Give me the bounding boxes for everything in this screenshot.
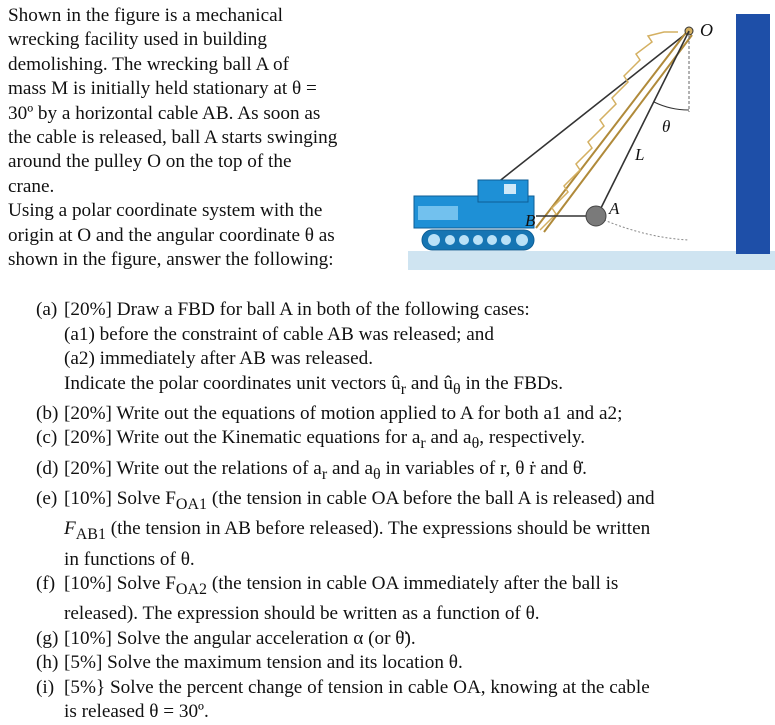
label-o: O (700, 20, 713, 40)
question-i-cont: is released θ = 30º. (64, 701, 209, 723)
question-f: (f) [10%] Solve $F_{OA2}$ (the tension in cable OA immediately after the ball is (36, 573, 619, 598)
intro-line: 30º by a horizontal cable AB. As soon as (8, 102, 321, 124)
label-b: B (525, 211, 536, 230)
intro-line: wrecking facility used in building (8, 29, 267, 51)
question-label: (d) (36, 457, 59, 479)
question-label: (g) (36, 627, 59, 649)
crane-figure (408, 2, 775, 270)
angle-arc (654, 102, 689, 110)
question-label: (a) (36, 299, 58, 320)
question-label: (b) (36, 402, 59, 424)
support-cable (478, 32, 688, 198)
question-b (36, 402, 771, 427)
question-a2: (a2) immediately after AB was released. (64, 348, 374, 369)
question-a-note: Indicate the polar coordinates unit vectors $û_r$ and $û_\theta$ in the FBDs. (64, 372, 563, 398)
question-list (36, 298, 771, 725)
question-label: (i) (36, 676, 55, 698)
swing-path (604, 220, 689, 240)
question-e-cont: $F_{AB1}$ (the tension in AB before released). The expressions should be written (64, 518, 651, 544)
intro-line: the cable is released, ball A starts swinging (8, 127, 338, 149)
wall (736, 14, 770, 254)
question-text: [10%] Solve the angular acceleration α (or θ̈). (64, 627, 416, 649)
intro-line: crane. (8, 175, 55, 197)
intro-line: Shown in the figure is a mechanical (8, 5, 283, 26)
question-h (36, 651, 771, 676)
cable-oa (598, 31, 689, 214)
intro-line: around the pulley O on the top of the (8, 151, 292, 173)
label-l: L (635, 145, 645, 164)
question-label: (e) (36, 487, 58, 509)
label-theta: θ (662, 117, 671, 136)
question-label: (h) (36, 652, 59, 674)
intro-line: Using a polar coordinate system with the (8, 200, 323, 222)
question-label: (c) (36, 427, 58, 449)
label-a: A (609, 199, 620, 218)
question-c: (c) [20%] Write out the Kinematic equations for $a_r$ and $a_\theta$, respectively. (36, 427, 586, 453)
question-a1: (a1) before the constraint of cable AB was released; and (64, 323, 494, 345)
question-text: [5%} Solve the percent change of tension in cable OA, knowing at the cable (64, 676, 650, 698)
wrecking-ball (586, 206, 606, 226)
question-text: [5%] Solve the maximum tension and its location θ. (64, 652, 463, 674)
crane-diagram (408, 2, 775, 270)
question-e-cont2: in functions of θ. (64, 548, 195, 570)
crane-body (414, 180, 534, 250)
intro-line: shown in the figure, answer the following: (8, 249, 334, 271)
question-e: (e) [10%] Solve $F_{OA1}$ (the tension in cable OA before the ball A is released) and (36, 487, 655, 513)
question-a (36, 298, 771, 323)
question-text: [20%] Draw a FBD for ball A in both of the following cases: (64, 299, 530, 320)
ground (408, 251, 775, 270)
problem-intro (8, 4, 408, 272)
question-g (36, 627, 771, 652)
intro-line: demolishing. The wrecking ball A of (8, 53, 290, 75)
question-d: (d) [20%] Write out the relations of $a_r$ and $a_\theta$ in variables of r, θ ṙ and θ̇. (36, 457, 587, 483)
question-text: [20%] Write out the equations of motion applied to A for both a1 and a2; (64, 402, 623, 424)
question-label: (f) (36, 573, 56, 595)
question-f-cont: released). The expression should be written as a function of θ. (64, 603, 540, 625)
intro-line: origin at O and the angular coordinate θ as (8, 224, 335, 246)
intro-line: mass M is initially held stationary at θ = (8, 78, 317, 100)
